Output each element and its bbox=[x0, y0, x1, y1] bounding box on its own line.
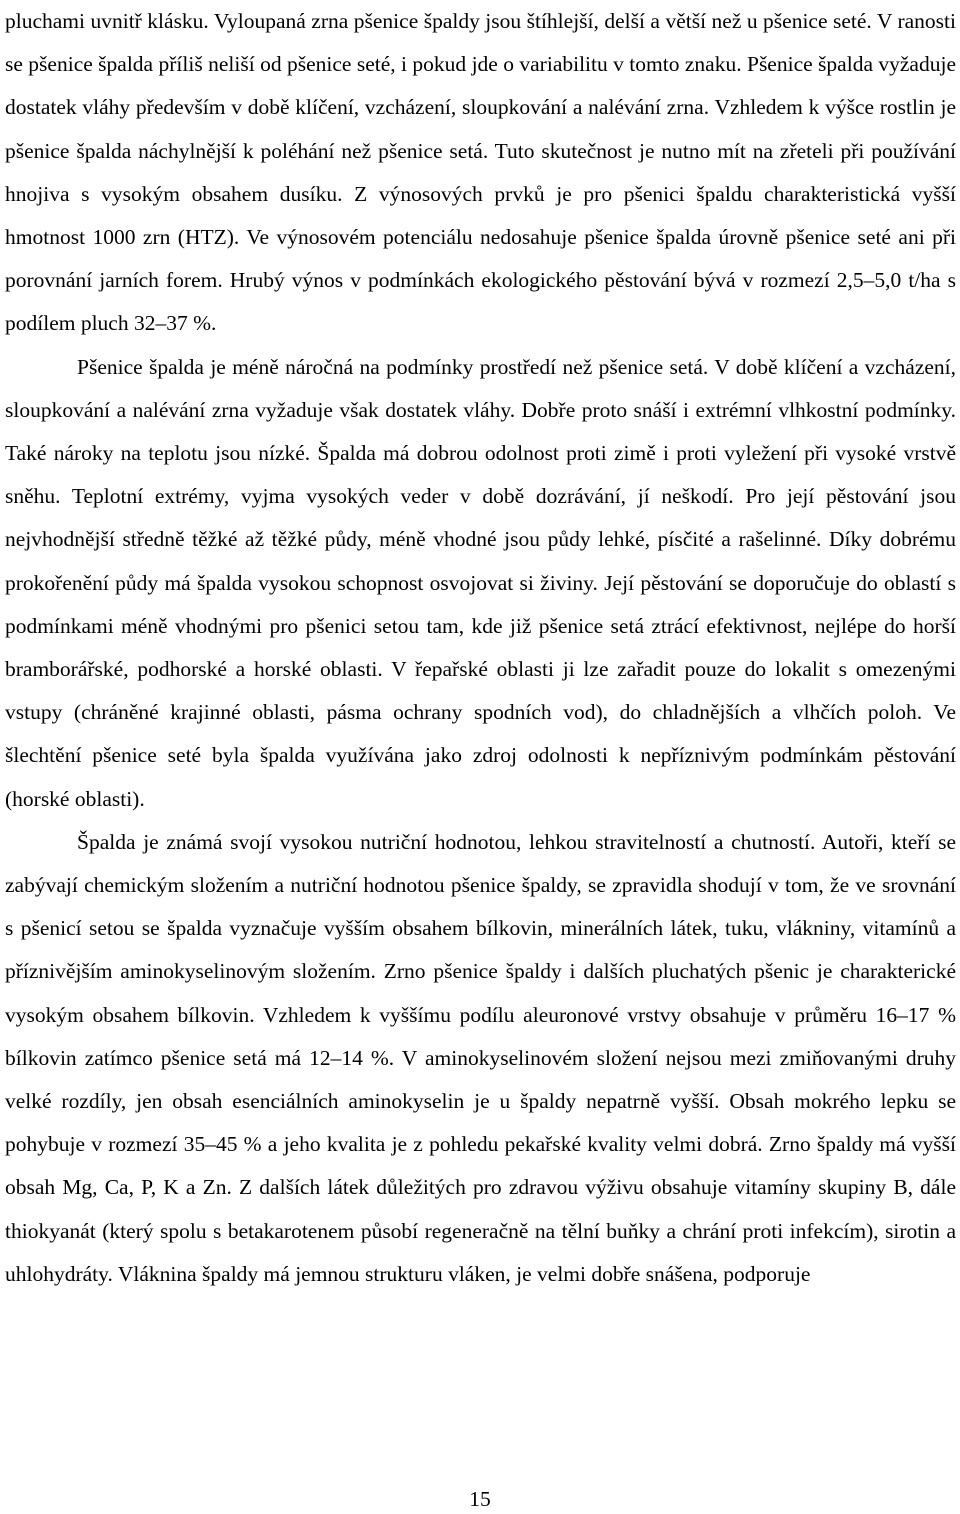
page-number: 15 bbox=[469, 1487, 491, 1511]
paragraph-3: Špalda je známá svojí vysokou nutriční hodnotou, lehkou stravitelností a chutností. Autoři, kteří se zabývají chemickým složením a nutriční hodnotou pšenice špaldy, se zpravidla shodují v tom, že ve srovnání s pšenicí setou se špalda vyznačuje vyšším obsahem bílkovin, minerálních látek, tuku, vlákniny, vitamínů a příznivějším aminokyselinovým složením. Zrno pšenice špaldy i dalších pluchatých pšenic je charakterické vysokým obsahem bílkovin. Vzhledem k vyššímu podílu aleuronové vrstvy obsahuje v průměru 16–17 % bílkovin zatímco pšenice setá má 12–14 %. V aminokyselinovém složení nejsou mezi zmiňovanými druhy velké rozdíly, jen obsah esenciálních aminokyselin je u špaldy nepatrně vyšší. Obsah mokrého lepku se pohybuje v rozmezí 35–45 % a jeho kvalita je z pohledu pekařské kvality velmi dobrá. Zrno špaldy má vyšší obsah Mg, Ca, P, K a Zn. Z dalších látek důležitých pro zdravou výživu obsahuje vitamíny skupiny B, dále thiokyanát (který spolu s betakarotenem působí regeneračně na tělní buňky a chrání proti infekcím), sirotin a uhlohydráty. Vláknina špaldy má jemnou strukturu vláken, je velmi dobře snášena, podporuje bbox=[5, 829, 956, 1286]
paragraph-1: pluchami uvnitř klásku. Vyloupaná zrna pšenice špaldy jsou štíhlejší, delší a větší než u pšenice seté. V ranosti se pšenice špalda příliš neliší od pšenice seté, i pokud jde o variabilitu v tomto znaku. Pšenice špalda vyžaduje dostatek vláhy především v době klíčení, vzcházení, sloupkování a nalévání zrna. Vzhledem k výšce rostlin je pšenice špalda náchylnější k poléhání než pšenice setá. Tuto skutečnost je nutno mít na zřeteli při používání hnojiva s vysokým obsahem dusíku. Z výnosových prvků je pro pšenici špaldu charakteristická vyšší hmotnost 1000 zrn (HTZ). Ve výnosovém potenciálu nedosahuje pšenice špalda úrovně pšenice seté ani při porovnání jarních forem. Hrubý výnos v podmínkách ekologického pěstování bývá v rozmezí 2,5–5,0 t/ha s podílem pluch 32–37 %. bbox=[5, 9, 956, 336]
paragraph-2: Pšenice špalda je méně náročná na podmínky prostředí než pšenice setá. V době klíčení a vzcházení, sloupkování a nalévání zrna vyžaduje však dostatek vláhy. Dobře proto snáší i extrémní vlhkostní podmínky. Také nároky na teplotu jsou nízké. Špalda má dobrou odolnost proti zimě i proti vyležení při vysoké vrstvě sněhu. Teplotní extrémy, vyjma vysokých veder v době dozrávání, jí neškodí. Pro její pěstování jsou nejvhodnější středně těžké až těžké půdy, méně vhodné jsou půdy lehké, písčité a rašelinné. Díky dobrému prokořenění půdy má špalda vysokou schopnost osvojovat si živiny. Její pěstování se doporučuje do oblastí s podmínkami méně vhodnými pro pšenici setou tam, kde již pšenice setá ztrácí efektivnost, nejlépe do horší bramborářské, podhorské a horské oblasti. V řepařské oblasti ji lze zařadit pouze do lokalit s omezenými vstupy (chráněné krajinné oblasti, pásma ochrany spodních vod), do chladnějších a vlhčích poloh. Ve šlechtění pšenice seté byla špalda využívána jako zdroj odolnosti k nepříznivým podmínkám pěstování (horské oblasti). bbox=[5, 354, 956, 811]
document-body bbox=[5, 0, 956, 1296]
